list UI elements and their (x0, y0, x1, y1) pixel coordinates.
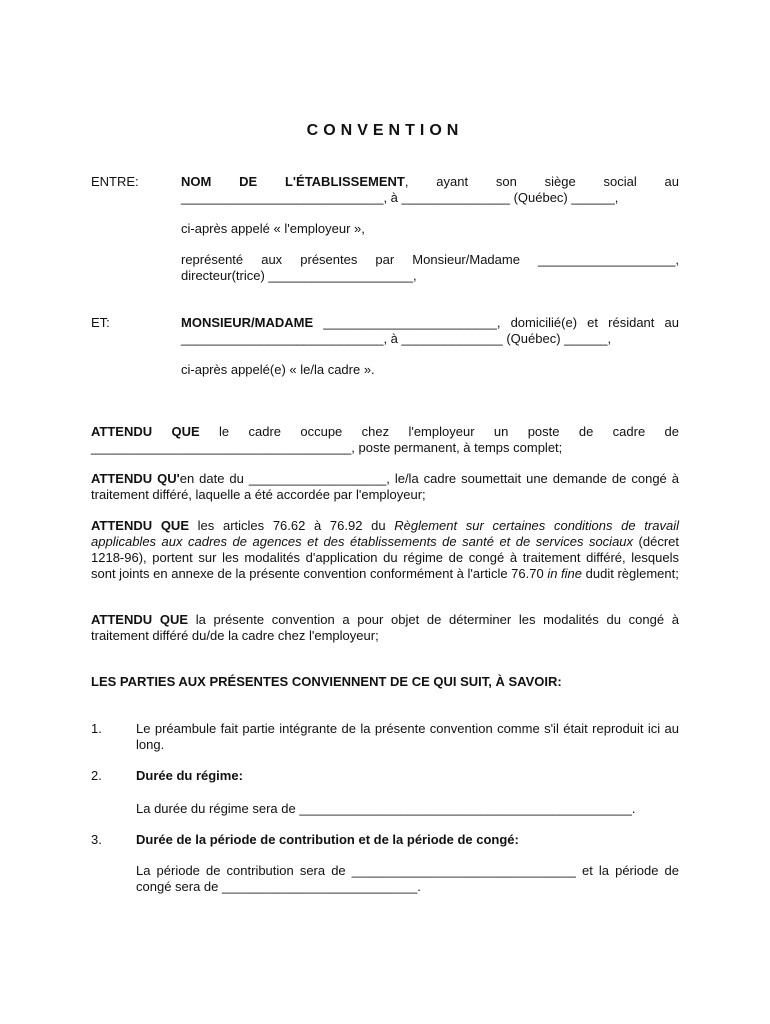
entre-appele: ci-après appelé « l'employeur », (181, 221, 365, 236)
item-2-heading: Durée du régime: (136, 768, 243, 783)
attendu-4-bold: ATTENDU QUE (91, 612, 189, 627)
entre-represente-line1: représenté aux présentes par Monsieur/Madame ___________________, (181, 252, 679, 267)
et-appele: ci-après appelé(e) « le/la cadre ». (181, 362, 375, 377)
attendu-3-text-b: (décret 1218-96), portent sur les modalités d'application du régime de congé à traitement différé, lesquels sont joints en annexe de la présente convention conformément à l'article 76.70 (91, 534, 679, 581)
attendu-2-rest: en date du ___________________, le/la cadre soumettait une demande de congé à (179, 471, 679, 486)
item-3-text: La période de contribution sera de _______________________________ et la période de congé sera de ___________________________. (136, 863, 679, 894)
document-title: CONVENTION (306, 122, 464, 139)
cadre-name: MONSIEUR/MADAME (181, 315, 314, 330)
attendu-2-bold: ATTENDU QU' (91, 471, 180, 486)
item-2-number: 2. (91, 768, 102, 783)
entre-line1 (181, 174, 679, 190)
entre-line1-rest: , ayant son siège social au (404, 174, 679, 189)
attendu-1-bold: ATTENDU QUE (91, 424, 200, 439)
parties-heading: LES PARTIES AUX PRÉSENTES CONVIENNENT DE CE QUI SUIT, À SAVOIR: (91, 674, 562, 689)
item-2-text: La durée du régime sera de ______________________________________________. (136, 801, 636, 816)
et-line1-rest: ________________________, domicilié(e) et résidant au (313, 315, 679, 330)
attendu-1-line2: ____________________________________, poste permanent, à temps complet; (91, 440, 563, 455)
et-label: ET: (91, 315, 110, 330)
et-line1 (181, 315, 679, 331)
attendu-2-line1 (91, 471, 679, 487)
attendu-3-text-a: les articles 76.62 à 76.92 du (189, 518, 395, 533)
attendu-1-rest: le cadre occupe chez l'employeur un poste de cadre de (199, 424, 679, 439)
entre-line2: ____________________________, à _______________ (Québec) ______, (181, 190, 619, 205)
in-fine: in fine (547, 566, 583, 581)
item-1-number: 1. (91, 721, 102, 736)
attendu-1-line1 (91, 424, 679, 440)
item-3-heading: Durée de la période de contribution et de la période de congé: (136, 832, 519, 847)
attendu-4-text: la présente convention a pour objet de déterminer les modalités du congé à traitement différé du/de la cadre chez l'employeur; (91, 612, 679, 643)
et-line2: ____________________________, à ______________ (Québec) ______, (181, 331, 612, 346)
attendu-2-line2: traitement différé, laquelle a été accordée par l'employeur; (91, 487, 426, 502)
etablissement-name: NOM DE L'ÉTABLISSEMENT (181, 174, 405, 189)
reglement-title: Règlement sur certaines conditions de travail applicables aux cadres de agences et des établissements de santé et de services sociaux (91, 518, 679, 549)
entre-label: ENTRE: (91, 174, 139, 189)
item-3-number: 3. (91, 832, 102, 847)
attendu-4-paragraph (91, 612, 679, 644)
attendu-3-text-c: dudit règlement; (582, 566, 679, 581)
item-1-text: Le préambule fait partie intégrante de la présente convention comme s'il était reproduit ici au long. (136, 721, 679, 752)
attendu-3-paragraph (91, 518, 679, 582)
attendu-3-bold: ATTENDU QUE (91, 518, 189, 533)
entre-represente-line2: directeur(trice) ____________________, (181, 268, 417, 283)
